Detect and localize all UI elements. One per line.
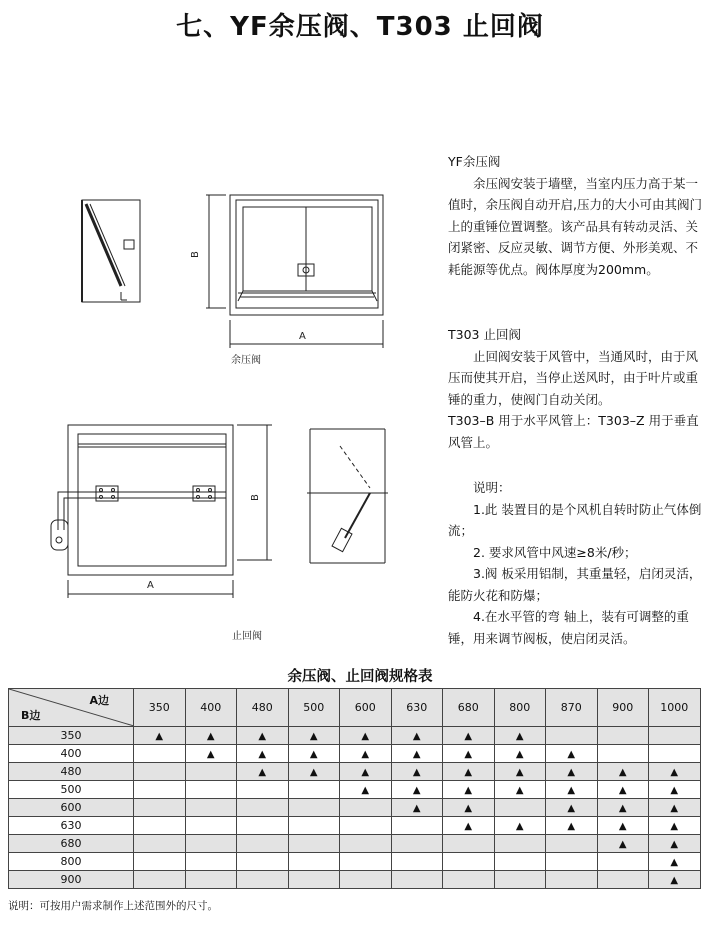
table-cell [340,745,392,763]
availability-mark-icon: ▲ [464,821,473,832]
column-header: 600 [340,689,392,727]
table-cell [391,871,443,889]
availability-mark-icon: ▲ [515,785,524,796]
table-cell [185,727,237,745]
table-cell [391,799,443,817]
table-cell [391,853,443,871]
table-title: 余压阀、止回阀规格表 [287,669,433,685]
table-row [9,727,701,745]
table-cell [443,781,495,799]
table-cell [597,853,649,871]
table-cell [494,817,546,835]
table-cell [391,727,443,745]
column-header: 870 [546,689,598,727]
t303-description [448,324,710,453]
table-cell [237,853,289,871]
availability-mark-icon: ▲ [515,731,524,742]
table-cell [443,799,495,817]
table-cell [237,745,289,763]
availability-mark-icon: ▲ [464,731,473,742]
table-cell [649,745,701,763]
table-cell [494,727,546,745]
table-cell [185,781,237,799]
table-cell [494,745,546,763]
availability-mark-icon: ▲ [670,803,679,814]
table-row [9,799,701,817]
availability-mark-icon: ▲ [464,749,473,760]
table-cell [546,817,598,835]
table-cell [237,763,289,781]
table-cell [443,871,495,889]
table-cell [443,835,495,853]
table-cell [237,871,289,889]
table-cell [649,799,701,817]
column-header: 630 [391,689,443,727]
availability-mark-icon: ▲ [670,875,679,886]
row-header: 800 [9,853,134,871]
note-item: 2. 要求风管中风速≥8米/秒； [473,544,637,560]
table-note: 说明：可按用户需求制作上述范围外的尺寸。 [8,900,218,912]
table-cell [649,817,701,835]
availability-mark-icon: ▲ [361,731,370,742]
table-cell [597,835,649,853]
table-cell [443,727,495,745]
table-cell [185,817,237,835]
availability-mark-icon: ▲ [567,767,576,778]
availability-mark-icon: ▲ [670,785,679,796]
availability-mark-icon: ▲ [361,749,370,760]
table-cell [494,853,546,871]
caption-yf: 余压阀 [231,355,261,366]
table-cell [546,853,598,871]
table-cell [185,763,237,781]
table-header-row [9,689,701,727]
corner-header [9,689,134,727]
table-cell [288,763,340,781]
availability-mark-icon: ▲ [515,821,524,832]
table-cell [649,871,701,889]
table-cell [546,763,598,781]
corner-a-label: A边 [89,694,109,707]
table-cell [237,781,289,799]
table-cell [597,817,649,835]
table-cell [340,781,392,799]
availability-mark-icon: ▲ [361,785,370,796]
availability-mark-icon: ▲ [412,749,421,760]
table-cell [546,799,598,817]
table-cell [185,835,237,853]
table-row [9,745,701,763]
table-cell [597,871,649,889]
availability-mark-icon: ▲ [309,749,318,760]
corner-b-label: B边 [21,709,41,722]
table-cell [340,763,392,781]
notes [448,477,710,649]
availability-mark-icon: ▲ [567,803,576,814]
table-cell [546,871,598,889]
table-cell [288,835,340,853]
availability-mark-icon: ▲ [618,803,627,814]
note-item: 3.阀 板采用铝制，其重量轻，启闭灵活，能防火花和防爆； [448,566,702,603]
dim-label-b-yf: B [189,251,201,258]
availability-mark-icon: ▲ [258,731,267,742]
table-cell [494,781,546,799]
availability-mark-icon: ▲ [618,839,627,850]
availability-mark-icon: ▲ [670,821,679,832]
table-cell [134,817,186,835]
availability-mark-icon: ▲ [412,785,421,796]
availability-mark-icon: ▲ [258,767,267,778]
dim-label-a-t303: A [147,580,154,591]
table-row [9,853,701,871]
availability-mark-icon: ▲ [309,731,318,742]
column-header: 400 [185,689,237,727]
table-cell [597,763,649,781]
column-header: 900 [597,689,649,727]
table-cell [185,871,237,889]
page-title: 七、YF余压阀、T303 止回阀 [176,12,544,42]
availability-mark-icon: ▲ [567,749,576,760]
table-cell [494,835,546,853]
table-cell [237,835,289,853]
availability-mark-icon: ▲ [464,767,473,778]
table-row [9,835,701,853]
table-row [9,763,701,781]
dim-label-a-yf: A [299,331,306,342]
t303-line2: T303–B 用于水平风管上：T303–Z 用于垂直风管上。 [448,413,699,450]
availability-mark-icon: ▲ [567,785,576,796]
note-item: 4.在水平管的弯 轴上，装有可调整的重锤，用来调节阀板，使启闭灵活。 [448,609,689,646]
availability-mark-icon: ▲ [464,785,473,796]
availability-mark-icon: ▲ [464,803,473,814]
notes-heading: 说明： [473,480,511,495]
table-cell [288,781,340,799]
availability-mark-icon: ▲ [618,785,627,796]
table-cell [185,853,237,871]
availability-mark-icon: ▲ [670,767,679,778]
column-header: 1000 [649,689,701,727]
table-cell [340,799,392,817]
table-cell [391,835,443,853]
table-cell [185,745,237,763]
table-cell [546,727,598,745]
table-cell [649,853,701,871]
table-cell [443,817,495,835]
availability-mark-icon: ▲ [361,767,370,778]
yf-front-view [206,195,383,348]
table-cell [391,781,443,799]
table-cell [288,871,340,889]
column-header: 500 [288,689,340,727]
note-item: 1.此 装置目的是个风机自转时防止气体倒流； [448,501,702,538]
table-row [9,817,701,835]
row-header: 350 [9,727,134,745]
table-cell [134,745,186,763]
table-cell [288,727,340,745]
availability-mark-icon: ▲ [670,857,679,868]
table-row [9,871,701,889]
dim-label-b-t303: B [249,494,261,501]
availability-mark-icon: ▲ [618,821,627,832]
table-cell [134,835,186,853]
t303-front-view [51,425,272,598]
table-cell [237,727,289,745]
caption-t303: 止回阀 [232,631,262,642]
row-header: 900 [9,871,134,889]
table-cell [134,727,186,745]
table-cell [597,781,649,799]
table-cell [443,745,495,763]
table-cell [597,799,649,817]
table-cell [391,745,443,763]
table-cell [340,835,392,853]
table-cell [134,853,186,871]
row-header: 480 [9,763,134,781]
row-header: 400 [9,745,134,763]
row-header: 600 [9,799,134,817]
table-cell [649,781,701,799]
table-cell [288,853,340,871]
availability-mark-icon: ▲ [567,821,576,832]
table-cell [391,763,443,781]
table-cell [237,799,289,817]
table-cell [597,727,649,745]
table-cell [649,727,701,745]
availability-mark-icon: ▲ [412,803,421,814]
table-cell [340,853,392,871]
row-header: 500 [9,781,134,799]
availability-mark-icon: ▲ [309,767,318,778]
table-cell [288,799,340,817]
availability-mark-icon: ▲ [258,749,267,760]
row-header: 630 [9,817,134,835]
table-cell [443,763,495,781]
row-header: 680 [9,835,134,853]
column-header: 350 [134,689,186,727]
t303-side-view [307,429,388,563]
table-cell [443,853,495,871]
t303-heading: T303 止回阀 [448,327,521,342]
table-cell [134,781,186,799]
yf-side-view [82,200,140,302]
yf-description [448,151,710,280]
table-cell [288,745,340,763]
table-cell [649,763,701,781]
availability-mark-icon: ▲ [515,749,524,760]
column-header: 800 [494,689,546,727]
availability-mark-icon: ▲ [412,731,421,742]
table-row [9,781,701,799]
availability-mark-icon: ▲ [206,749,215,760]
table-cell [237,817,289,835]
table-cell [546,835,598,853]
table-cell [546,745,598,763]
table-cell [185,799,237,817]
availability-mark-icon: ▲ [412,767,421,778]
column-header: 680 [443,689,495,727]
table-cell [288,817,340,835]
availability-mark-icon: ▲ [206,731,215,742]
availability-mark-icon: ▲ [670,839,679,850]
table-cell [340,727,392,745]
table-cell [134,871,186,889]
availability-mark-icon: ▲ [618,767,627,778]
table-cell [494,763,546,781]
column-header: 480 [237,689,289,727]
availability-mark-icon: ▲ [515,767,524,778]
table-cell [494,871,546,889]
availability-mark-icon: ▲ [155,731,164,742]
table-cell [134,763,186,781]
table-cell [391,817,443,835]
t303-body: 止回阀安装于风管中，当通风时，由于风压而使其开启，当停止送风时，由于叶片或重锤的重力，使阀门自动关闭。 [448,348,699,407]
table-cell [494,799,546,817]
table-cell [340,817,392,835]
table-cell [597,745,649,763]
spec-table [8,688,701,889]
table-cell [340,871,392,889]
table-cell [546,781,598,799]
yf-heading: YF余压阀 [448,154,501,169]
yf-body: 余压阀安装于墙壁，当室内压力高于某一值时，余压阀自动开启,压力的大小可由其阀门上的重锤位置调整。该产品具有转动灵活、关闭紧密、反应灵敏、调节方便、外形美观、不耗能源等优点。阀体厚度为200mm。 [448,175,702,277]
table-cell [649,835,701,853]
table-cell [134,799,186,817]
